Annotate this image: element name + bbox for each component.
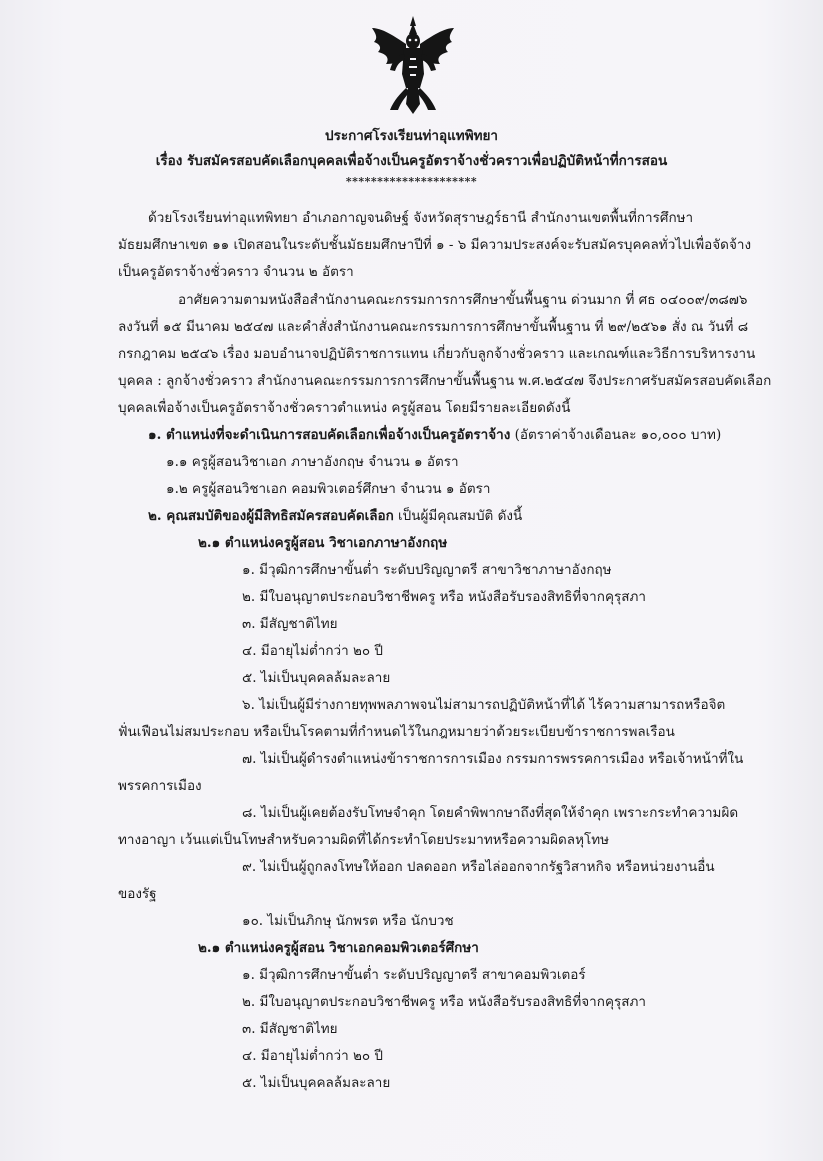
section1-item: ๑.๑ ครูผู้สอนวิชาเอก ภาษาอังกฤษ จำนวน ๑ อัตรา bbox=[166, 454, 459, 470]
intro-p2-line: บุคคลเพื่อจ้างเป็นครูอัตราจ้างชั่วคราวตำแหน่ง ครูผู้สอน โดยมีรายละเอียดดังนี้ bbox=[118, 400, 571, 416]
qualification-item: ๒. มีใบอนุญาตประกอบวิชาชีพครู หรือ หนังสือรับรองสิทธิที่จากคุรุสภา bbox=[242, 994, 646, 1010]
subsection-heading-english: ๒.๑ ตำแหน่งครูผู้สอน วิชาเอกภาษาอังกฤษ bbox=[198, 535, 448, 551]
qualification-item: ๕. ไม่เป็นบุคคลล้มละลาย bbox=[242, 670, 391, 686]
section2-heading: ๒. คุณสมบัติของผู้มีสิทธิสมัครสอบคัดเลือก bbox=[148, 508, 394, 524]
intro-p1-line: มัธยมศึกษาเขต ๑๑ เปิดสอนในระดับชั้นมัธยมศึกษาปีที่ ๑ - ๖ มีความประสงค์จะรับสมัครบุคคลทั่วไปเพื่อจัดจ้าง bbox=[118, 237, 752, 253]
qualification-item: ๘. ไม่เป็นผู้เคยต้องรับโทษจำคุก โดยคำพิพากษาถึงที่สุดให้จำคุก เพราะกระทำความผิด bbox=[242, 805, 739, 821]
section1-heading-row bbox=[148, 426, 721, 444]
qualification-item: ๓. มีสัญชาติไทย bbox=[242, 616, 338, 632]
document-title: ประกาศโรงเรียนท่าอุแทพิทยา bbox=[325, 128, 498, 144]
subsection-heading-computer: ๒.๑ ตำแหน่งครูผู้สอน วิชาเอกคอมพิวเตอร์ศึกษา bbox=[198, 940, 479, 956]
qualification-item: ๔. มีอายุไม่ต่ำกว่า ๒๐ ปี bbox=[242, 643, 383, 659]
qualification-item: ๓. มีสัญชาติไทย bbox=[242, 1021, 338, 1037]
qualification-item: ๖. ไม่เป็นผู้มีร่างกายทุพพลภาพจนไม่สามารถปฏิบัติหน้าที่ได้ ไร้ความสามารถหรือจิต bbox=[242, 697, 726, 713]
qualification-continuation: ของรัฐ bbox=[118, 886, 157, 902]
qualification-item: ๑. มีวุฒิการศึกษาขั้นต่ำ ระดับปริญญาตรี สาขาวิชาภาษาอังกฤษ bbox=[242, 562, 612, 578]
intro-p1-line: เป็นครูอัตราจ้างชั่วคราว จำนวน ๒ อัตรา bbox=[118, 264, 354, 280]
qualification-continuation: พรรคการเมือง bbox=[118, 778, 202, 794]
document-subject: เรื่อง รับสมัครสอบคัดเลือกบุคคลเพื่อจ้างเป็นครูอัตราจ้างชั่วคราวเพื่อปฏิบัติหน้าที่การสอน bbox=[155, 153, 668, 169]
qualification-item: ๑๐. ไม่เป็นภิกษุ นักพรต หรือ นักบวช bbox=[242, 913, 454, 929]
intro-p1-line: ด้วยโรงเรียนท่าอุแทพิทยา อำเภอกาญจนดิษฐ์ จังหวัดสุราษฎร์ธานี สำนักงานเขตพื้นที่การศึกษา bbox=[148, 210, 694, 226]
intro-p2-line: กรกฎาคม ๒๕๔๖ เรื่อง มอบอำนาจปฏิบัติราชการแทน เกี่ยวกับลูกจ้างชั่วคราว และเกณฑ์และวิธีการบริหารงาน bbox=[118, 346, 756, 362]
qualification-item: ๔. มีอายุไม่ต่ำกว่า ๒๐ ปี bbox=[242, 1048, 383, 1064]
qualification-item: ๒. มีใบอนุญาตประกอบวิชาชีพครู หรือ หนังสือรับรองสิทธิที่จากคุรุสภา bbox=[242, 589, 646, 605]
section2-heading-row bbox=[148, 507, 522, 525]
qualification-item: ๙. ไม่เป็นผู้ถูกลงโทษให้ออก ปลดออก หรือไล่ออกจากรัฐวิสาหกิจ หรือหน่วยงานอื่น bbox=[242, 859, 715, 875]
intro-p2-line: อาศัยความตามหนังสือสำนักงานคณะกรรมการการศึกษาขั้นพื้นฐาน ด่วนมาก ที่ ศธ ๐๔๐๐๙/๓๘๗๖ bbox=[178, 292, 748, 308]
qualification-item: ๑. มีวุฒิการศึกษาขั้นต่ำ ระดับปริญญาตรี สาขาคอมพิวเตอร์ bbox=[242, 967, 586, 983]
section1-heading: ๑. ตำแหน่งที่จะดำเนินการสอบคัดเลือกเพื่อจ้างเป็นครูอัตราจ้าง bbox=[148, 427, 511, 443]
qualification-continuation: ฟั่นเฟือนไม่สมประกอบ หรือเป็นโรคตามที่กำหนดไว้ในกฎหมายว่าด้วยระเบียบข้าราชการพลเรือน bbox=[118, 724, 675, 740]
qualification-item: ๗. ไม่เป็นผู้ดำรงตำแหน่งข้าราชการการเมือง กรรมการพรรคการเมือง หรือเจ้าหน้าที่ใน bbox=[242, 751, 744, 767]
section1-heading-note: (อัตราค่าจ้างเดือนละ ๑๐,๐๐๐ บาท) bbox=[510, 427, 722, 443]
intro-p2-line: ลงวันที่ ๑๕ มีนาคม ๒๕๔๗ และคำสั่งสำนักงานคณะกรรมการการศึกษาขั้นพื้นฐาน ที่ ๒๙/๒๕๖๑ สั่ง ณ วันที่ ๘ bbox=[118, 319, 749, 335]
intro-p2-line: บุคคล : ลูกจ้างชั่วคราว สำนักงานคณะกรรมการการศึกษาขั้นพื้นฐาน พ.ศ.๒๕๔๗ จึงประกาศรับสมัครสอบคัดเลือก bbox=[118, 373, 772, 389]
section1-item: ๑.๒ ครูผู้สอนวิชาเอก คอมพิวเตอร์ศึกษา จำนวน ๑ อัตรา bbox=[166, 481, 491, 497]
section2-heading-note: เป็นผู้มีคุณสมบัติ ดังนี้ bbox=[393, 508, 523, 524]
header-divider: ********************* bbox=[345, 175, 478, 188]
garuda-emblem-icon bbox=[368, 14, 458, 116]
qualification-continuation: ทางอาญา เว้นแต่เป็นโทษสำหรับความผิดที่ได้กระทำโดยประมาทหรือความผิดลหุโทษ bbox=[118, 832, 610, 848]
qualification-item: ๕. ไม่เป็นบุคคลล้มละลาย bbox=[242, 1075, 391, 1091]
